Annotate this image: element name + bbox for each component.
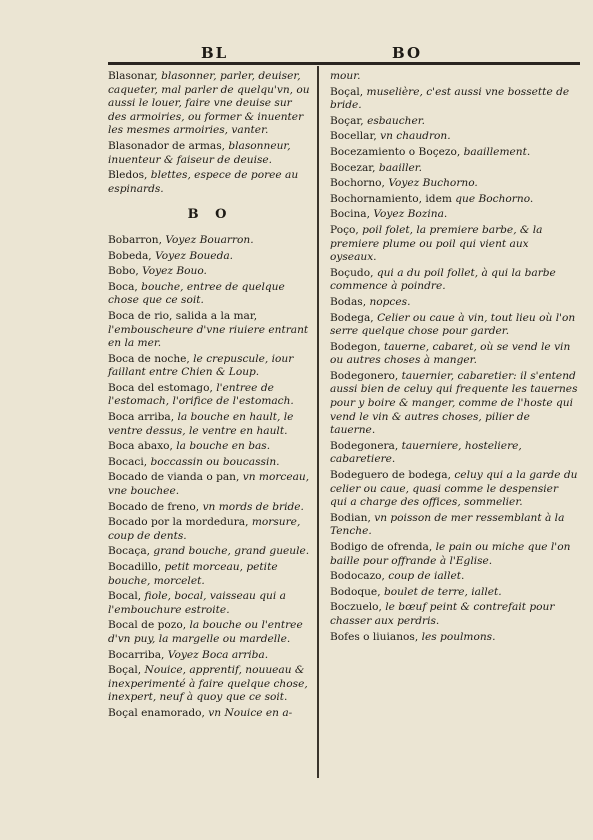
column-divider xyxy=(317,66,319,778)
entry-headword: Boçal enamorado, xyxy=(108,706,205,719)
entry-definition: tauerniere, hosteliere, cabaretiere. xyxy=(330,439,522,466)
dictionary-entry xyxy=(330,512,578,539)
entry-definition: blettes, espece de poree au espinards. xyxy=(108,169,299,195)
dictionary-entry xyxy=(330,541,578,568)
entry-headword: Bocaça, xyxy=(108,545,151,558)
entry-headword: Bocadillo, xyxy=(108,561,162,573)
section-heading: B O xyxy=(187,207,233,223)
dictionary-entry xyxy=(108,590,312,617)
entry-definition: le crepuscule, iour faillant entre Chien & Loup. xyxy=(108,352,294,379)
entry-definition: vn mords de bride. xyxy=(202,500,304,513)
entry-definition: tauernier, cabaretier: il s'entend aussi bien de celuy qui frequente les tauernes pour y boire & manger, comme de l'hoste qui vend le vin & autres choses, pilier de tauerne. xyxy=(330,369,578,437)
entry-definition: Voyez Boueda. xyxy=(155,249,234,262)
dictionary-entry xyxy=(330,296,578,310)
dictionary-entry xyxy=(108,664,312,705)
entry-headword: Boçudo, xyxy=(330,266,374,279)
dictionary-entry xyxy=(108,353,312,380)
entry-headword: Bocado de vianda o pan, xyxy=(108,471,240,484)
entry-headword: Bodegonera, xyxy=(330,439,399,452)
entry-headword: Bocal, xyxy=(108,590,142,603)
entry-definition: qui a du poil follet, à qui la barbe commence à poindre. xyxy=(330,266,556,293)
dictionary-entry xyxy=(330,177,578,191)
entry-definition: blasonner, parler, deuiser, caqueter, mal parler de quelqu'vn, ou aussi le louer, faire vne deuise sur des armoiries, ou former & inuenter les mesmes armoiries, vanter. xyxy=(108,70,310,137)
entry-definition: baailler. xyxy=(378,161,423,174)
dictionary-entry xyxy=(330,601,578,628)
entry-headword: Bodeguero de bodega, xyxy=(330,469,451,482)
entry-definition: grand bouche, grand gueule. xyxy=(153,545,310,558)
entry-headword: Bocal de pozo, xyxy=(108,619,187,632)
entry-headword: Poço, xyxy=(330,223,359,236)
entry-headword: Bodoque, xyxy=(330,585,381,598)
entry-definition: Voyez Buchorno. xyxy=(388,177,478,190)
entry-definition: l'entree de l'estomach, l'orifice de l'estomach. xyxy=(108,381,294,408)
entry-headword: Boca de rio, salida a la mar, xyxy=(108,309,258,322)
entry-headword: Bodian, xyxy=(330,511,371,524)
dictionary-entry xyxy=(330,70,578,84)
entry-headword: Boca, xyxy=(108,280,138,293)
entry-headword: Bobo, xyxy=(108,265,139,278)
dictionary-entry xyxy=(330,469,578,510)
entry-headword: Bocado por la mordedura, xyxy=(108,516,249,529)
right-column xyxy=(330,70,578,646)
entry-headword: Bocina, xyxy=(330,208,370,221)
dictionary-entry xyxy=(108,619,312,646)
header-left: BL xyxy=(201,44,229,62)
dictionary-entry xyxy=(330,86,578,113)
entry-definition: petit morceau, petite bouche, morcelet. xyxy=(108,561,278,587)
entry-headword: Bobeda, xyxy=(108,249,152,262)
dictionary-entry xyxy=(330,115,578,129)
dictionary-entry xyxy=(108,382,312,409)
dictionary-entry xyxy=(108,516,312,543)
running-header xyxy=(0,44,593,64)
dictionary-entry xyxy=(108,501,312,515)
entry-headword: Boca abaxo, xyxy=(108,440,173,453)
dictionary-entry xyxy=(330,312,578,339)
entry-headword: Boçar, xyxy=(330,114,364,127)
entry-definition: boulet de terre, iallet. xyxy=(383,585,502,598)
entry-headword: Boca del estomago, xyxy=(108,381,213,394)
left-column xyxy=(108,70,312,723)
entry-headword: Blasonador de armas, xyxy=(108,139,225,152)
entry-headword: Bofes o liuianos, xyxy=(330,630,419,643)
dictionary-entry xyxy=(330,208,578,222)
entry-headword: Boca arriba, xyxy=(108,411,175,424)
dictionary-entry xyxy=(108,310,312,351)
entry-definition: poil folet, la premiere barbe, & la premiere plume ou poil qui vient aux oyseaux. xyxy=(330,223,543,264)
dictionary-entry xyxy=(330,570,578,584)
dictionary-entry xyxy=(108,70,312,138)
entry-definition: vn chaudron. xyxy=(380,130,451,143)
dictionary-entry xyxy=(108,265,312,279)
entry-headword: Bledos, xyxy=(108,169,148,182)
dictionary-entry xyxy=(108,471,312,498)
entry-definition: mour. xyxy=(330,70,361,82)
entry-headword: Bochorno, xyxy=(330,177,385,190)
entry-definition: blasonneur, inuenteur & faiseur de deuise. xyxy=(108,139,291,166)
entry-headword: Boczuelo, xyxy=(330,601,382,614)
entry-headword: Bocaci, xyxy=(108,455,148,468)
dictionary-entry xyxy=(108,440,312,454)
entry-definition: vn poisson de mer ressemblant à la Tenche. xyxy=(330,511,565,538)
dictionary-entry xyxy=(108,456,312,470)
dictionary-entry xyxy=(108,169,312,196)
entry-definition: vn Nouice en a- xyxy=(208,706,293,719)
entry-definition: le pain ou miche que l'on baille pour offrande à l'Eglise. xyxy=(330,541,571,567)
dictionary-entry xyxy=(330,440,578,467)
entry-definition: morsure, coup de dents. xyxy=(108,516,301,542)
dictionary-entry xyxy=(108,649,312,663)
entry-definition: Celier ou caue à vin, tout lieu où l'on serre quelque chose pour garder. xyxy=(330,311,576,338)
entry-headword: Boçal, xyxy=(330,85,364,98)
entry-headword: Bodigo de ofrenda, xyxy=(330,541,433,553)
entry-definition: vn morceau, vne bouchee. xyxy=(108,471,310,498)
dictionary-entry xyxy=(330,631,578,645)
entry-definition: coup de iallet. xyxy=(388,570,465,583)
entry-definition: la bouche en hault, le ventre dessus, le ventre en hault. xyxy=(108,411,294,437)
dictionary-entry xyxy=(330,130,578,144)
entry-definition: la bouche ou l'entree d'vn puy, la margelle ou mardelle. xyxy=(108,619,303,645)
entry-headword: Bocellar, xyxy=(330,130,377,143)
entry-definition: que Bochorno. xyxy=(455,192,534,205)
entry-headword: Bochornamiento, idem xyxy=(330,192,452,205)
entry-definition: boccassin ou boucassin. xyxy=(150,455,280,468)
entry-headword: Bodas, xyxy=(330,295,367,308)
entry-definition: l'embouscheure d'vne riuiere entrant en la mer. xyxy=(108,323,309,350)
entry-headword: Bocezamiento o Boçezo, xyxy=(330,145,461,158)
entry-headword: Boçal, xyxy=(108,664,142,677)
entry-definition: baaillement. xyxy=(463,145,531,158)
entry-definition: muselière, c'est aussi vne bossette de bride. xyxy=(330,85,570,112)
entry-definition: fiole, bocal, vaisseau qui a l'embouchure estroite. xyxy=(108,590,286,616)
entry-definition: bouche, entree de quelque chose que ce soit. xyxy=(108,280,285,307)
entry-definition: tauerne, cabaret, où se vend le vin ou autres choses à manger. xyxy=(330,340,571,367)
entry-definition: Voyez Bouo. xyxy=(142,265,207,278)
entry-headword: Bodegonero, xyxy=(330,369,399,382)
entry-definition: la bouche en bas. xyxy=(176,440,271,453)
dictionary-entry xyxy=(108,234,312,248)
entry-headword: Bocado de freno, xyxy=(108,500,200,513)
entry-headword: Bocezar, xyxy=(330,161,376,174)
dictionary-entry xyxy=(330,341,578,368)
entry-definition: le bœuf peint & contrefait pour chasser aux perdris. xyxy=(330,601,555,627)
entry-headword: Bodega, xyxy=(330,311,374,324)
entry-definition: les poulmons. xyxy=(421,630,496,643)
dictionary-entry xyxy=(330,267,578,294)
entry-headword: Boca de noche, xyxy=(108,352,190,365)
header-rule xyxy=(108,62,580,65)
dictionary-entry xyxy=(108,281,312,308)
entry-definition: Voyez Bozina. xyxy=(373,208,448,221)
dictionary-entry xyxy=(108,545,312,559)
entry-definition: Voyez Boca arriba. xyxy=(167,648,269,661)
dictionary-entry xyxy=(330,224,578,265)
entry-definition: esbaucher. xyxy=(367,114,425,127)
dictionary-entry xyxy=(108,561,312,588)
entry-headword: Blasonar, xyxy=(108,70,158,82)
entry-headword: Bocarriba, xyxy=(108,648,165,661)
dictionary-entry xyxy=(330,586,578,600)
entry-definition: Voyez Bouarron. xyxy=(165,233,254,246)
entry-definition: nopces. xyxy=(369,295,411,308)
dictionary-entry xyxy=(108,140,312,167)
dictionary-entry xyxy=(330,146,578,160)
entry-definition: Nouice, apprentif, nouueau & inexperimenté à faire quelque chose, inexpert, neuf à quoy que ce soit. xyxy=(108,664,308,704)
dictionary-entry xyxy=(330,162,578,176)
dictionary-entry xyxy=(108,250,312,264)
entry-headword: Bobarron, xyxy=(108,233,162,246)
dictionary-entry xyxy=(330,370,578,438)
dictionary-entry xyxy=(108,707,312,721)
dictionary-entry xyxy=(108,411,312,438)
header-right: BO xyxy=(392,44,423,62)
entry-headword: Bodegon, xyxy=(330,340,381,353)
entry-definition: celuy qui a la garde du celier ou caue, quasi comme le despensier qui a charge des offices, sommelier. xyxy=(330,469,578,509)
dictionary-entry xyxy=(330,193,578,207)
entry-headword: Bodocazo, xyxy=(330,570,385,583)
